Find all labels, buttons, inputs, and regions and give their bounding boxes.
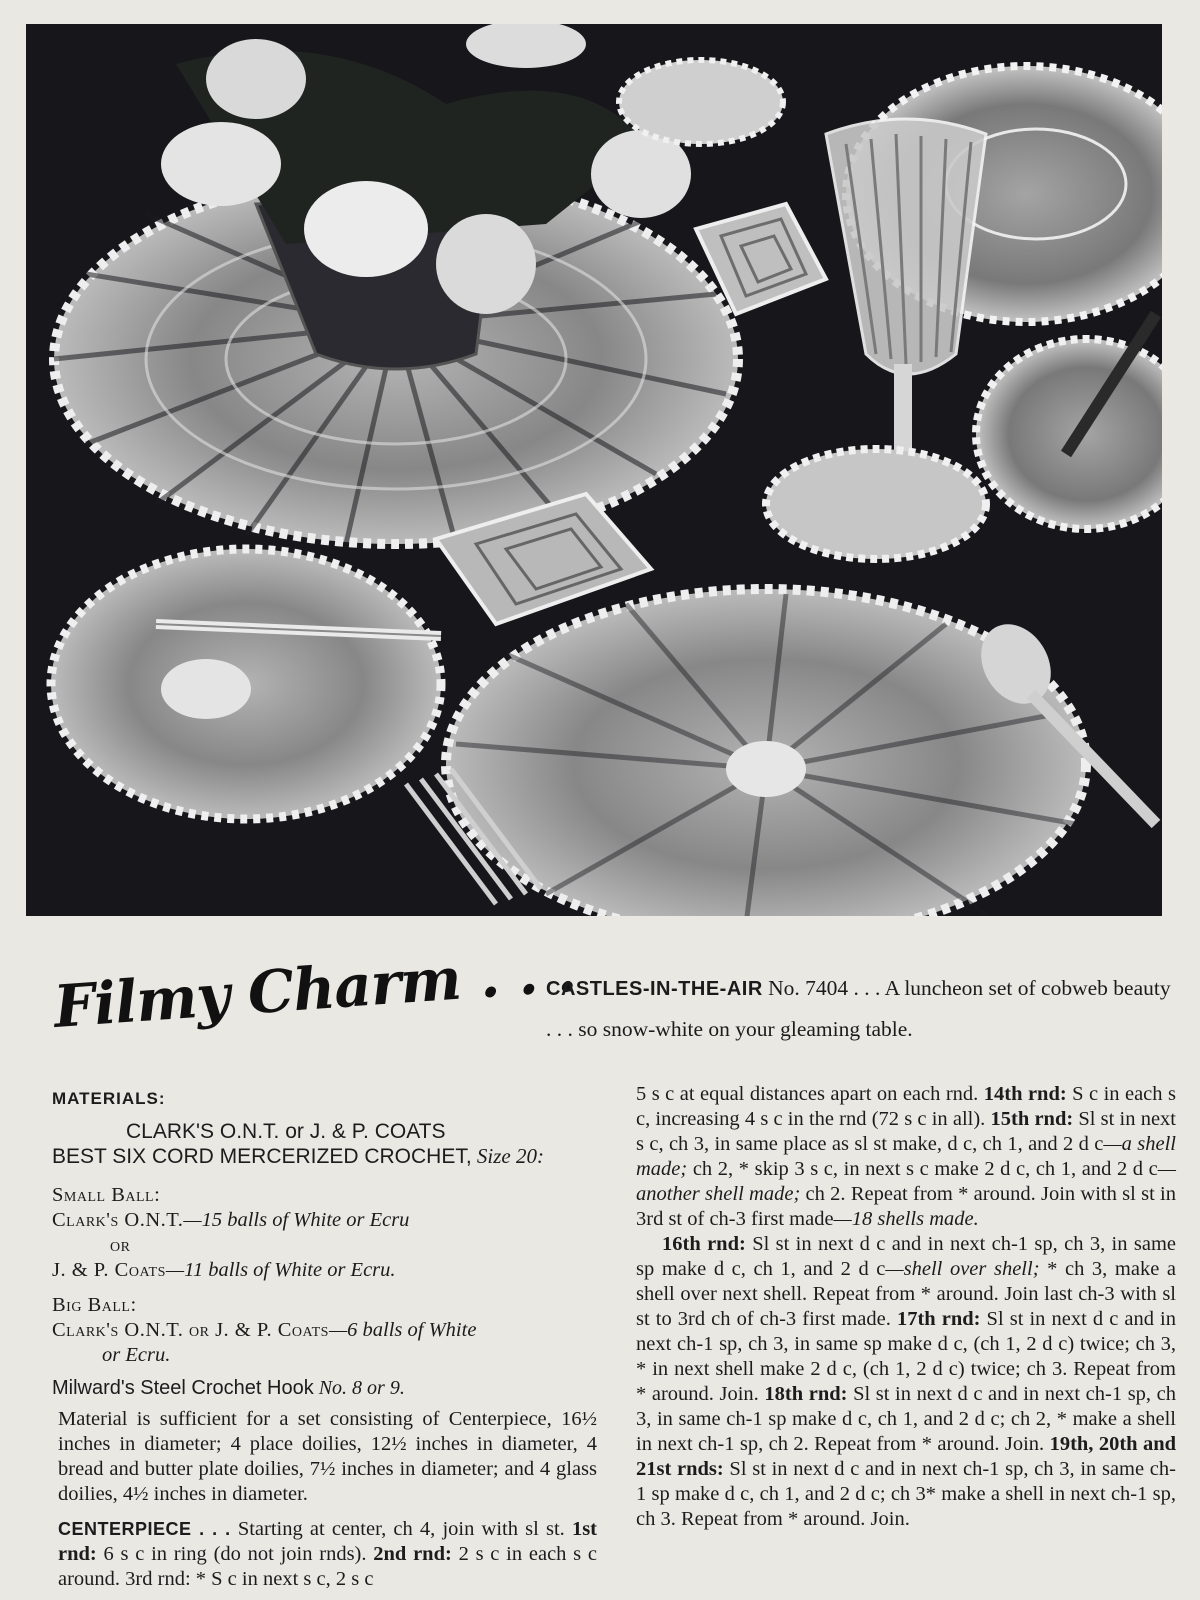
coats-quantity: —11 balls of White or Ecru.	[165, 1259, 396, 1281]
thread-type: BEST SIX CORD MERCERIZED CROCHET,	[52, 1145, 472, 1168]
round-2-label: 2nd rnd:	[373, 1543, 452, 1565]
hook-size: No. 8 or 9.	[313, 1377, 405, 1399]
text: Sl st in next d c and in next ch-1 sp, ch 3, in same sp make d c, (ch 1, 2 d c) twice; ch 3, * in next shell make 2 d c, (ch 1, 2 d c) twice; ch 3. Repeat from * around. Join.	[636, 1308, 1176, 1405]
instructions-paragraph-1	[636, 1082, 1176, 1232]
centerpiece-instructions	[58, 1517, 597, 1595]
instructions-paragraph-2	[636, 1232, 1176, 1532]
text: ch 2, * skip 3 s c, in next s c make 2 d c, ch 1, and 2 d c	[687, 1158, 1158, 1180]
clarks-brand: Clark's O.N.T.	[52, 1209, 184, 1231]
round-1-label: 1st rnd:	[58, 1518, 597, 1565]
or-label: or	[110, 1234, 131, 1256]
materials-label: MATERIALS:	[52, 1089, 166, 1108]
crochet-hook-line	[52, 1376, 597, 1401]
text: * ch 3, make a shell over next shell. Repeat from * around. Join last ch-3 with sl st to 3rd ch of ch-3 first made.	[636, 1258, 1176, 1330]
thread-brand-line: CLARK'S O.N.T. or J. & P. COATS	[126, 1120, 446, 1143]
thread-size: Size 20:	[471, 1144, 544, 1168]
pattern-headline	[546, 968, 1176, 1049]
round-16-label: 16th rnd:	[662, 1233, 746, 1255]
big-ball-brands: Clark's O.N.T. or J. & P. Coats	[52, 1319, 329, 1341]
small-ball-coats	[52, 1258, 597, 1283]
luncheon-set-photo	[26, 24, 1162, 916]
round-instructions	[636, 1082, 1176, 1532]
bread-doily-left	[51, 549, 441, 819]
centerpiece-text-1: Starting at center, ch 4, join with sl st.	[230, 1518, 572, 1540]
text: —a shell made;	[636, 1133, 1176, 1180]
text: —shell over shell;	[885, 1258, 1040, 1280]
round-15-label: 15th rnd:	[990, 1108, 1074, 1130]
text: Sl st in next s c, ch 3, in same place as sl st make, d c, ch 1, and 2 d c	[636, 1108, 1176, 1155]
text: ch 2. Repeat from * around. Join with sl st in 3rd st of ch-3 first made	[636, 1183, 1176, 1230]
text: Sl st in next d c and in next ch-1 sp, ch 3, in same ch-1 sp make d c, ch 1, and 2 d c; ch 2, * make a shell in next ch-1 sp, ch 2. Repeat from * around. Join.	[636, 1383, 1176, 1455]
small-ball-clarks	[52, 1208, 597, 1233]
photo-illustration	[26, 24, 1162, 916]
round-19-21-label: 19th, 20th and 21st rnds:	[636, 1433, 1177, 1480]
coats-brand: J. & P. Coats	[52, 1259, 166, 1281]
hook-name: Milward's Steel Crochet Hook	[52, 1377, 314, 1399]
text: —another shell made;	[636, 1158, 1176, 1205]
text: 5 s c at equal distances apart on each rnd.	[636, 1083, 984, 1105]
pattern-name: CASTLES-IN-THE-AIR	[546, 978, 763, 1000]
text: —18 shells made.	[833, 1208, 979, 1230]
big-ball-quantity: —6 balls of White	[328, 1319, 477, 1341]
page-title: Filmy Charm . . .	[51, 936, 578, 1041]
round-14-label: 14th rnd:	[983, 1083, 1067, 1105]
big-ball-label: Big Ball:	[52, 1294, 137, 1316]
thread-type-line	[52, 1144, 597, 1169]
centerpiece-text-3: 2 s c in each s c around. 3rd rnd: * S c in next s c, 2 s c	[58, 1543, 597, 1590]
text: Sl st in next d c and in next ch-1 sp, ch 3, in same sp make d c, ch 1, and 2 d c	[636, 1233, 1176, 1280]
centerpiece-text-2: 6 s c in ring (do not join rnds).	[96, 1543, 374, 1565]
clarks-quantity: —15 balls of White or Ecru	[183, 1209, 410, 1231]
pattern-description: No. 7404 . . . A luncheon set of cobweb beauty . . . so snow-white on your gleaming table.	[546, 976, 1171, 1041]
round-17-label: 17th rnd:	[896, 1308, 981, 1330]
big-ball-quantity-cont: or Ecru.	[102, 1344, 171, 1366]
material-sufficiency: Material is sufficient for a set consisting of Centerpiece, 16½ inches in diameter; 4 place doilies, 12½ inches in diameter, 4 bread and butter plate doilies, 7½ inches in diameter; and 4 glass doilies, 4½ inches in diameter.	[58, 1408, 597, 1505]
text: S c in each s c, increasing 4 s c in the rnd (72 s c in all).	[636, 1083, 1176, 1130]
small-ball-label: Small Ball:	[52, 1184, 161, 1206]
round-18-label: 18th rnd:	[764, 1383, 848, 1405]
big-ball-line	[52, 1318, 597, 1343]
materials-section	[52, 1086, 597, 1595]
glass-doily-goblet	[766, 449, 986, 559]
text: Sl st in next d c and in next ch-1 sp, ch 3, in same ch-1 sp make d c, ch 1, and 2 d c; ch 3* make a shell in next ch-1 sp, ch 3. Repeat from * around. Join.	[636, 1458, 1176, 1530]
glass-doily-top	[619, 60, 783, 144]
centerpiece-label: CENTERPIECE . . .	[58, 1519, 231, 1539]
